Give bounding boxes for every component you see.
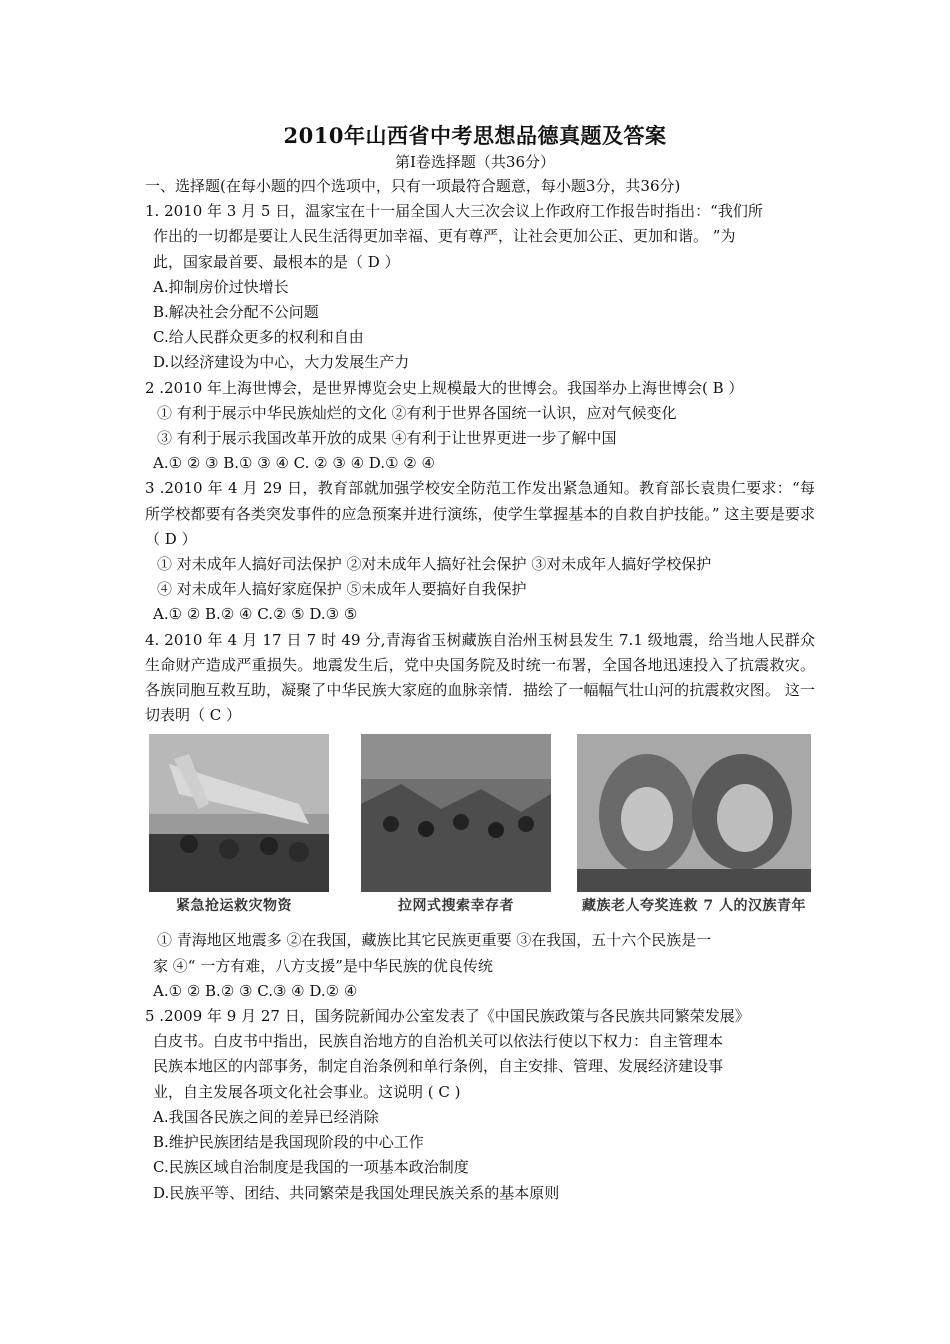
section-subtitle: 第Ⅰ卷选择题（共36分） <box>394 153 555 171</box>
question-5 <box>145 1004 815 1206</box>
q5-option-d: D.民族平等、团结、共同繁荣是我国处理民族关系的基本原则 <box>153 1183 560 1202</box>
photo-caption-1: 紧急抢运救灾物资 <box>176 898 292 915</box>
q4-options: A.① ② B.② ③ C.③ ④ D.② ④ <box>153 981 358 1000</box>
q2-options: A.① ② ③ B.① ③ ④ C. ② ③ ④ D.① ② ④ <box>153 454 435 473</box>
photo-caption-3: 藏族老人夸奖连救 7 人的汉族青年 <box>582 898 806 915</box>
exam-content <box>145 174 815 1206</box>
photo-tibetan-elder <box>577 734 811 924</box>
q1-option-c: C.给人民群众更多的权利和自由 <box>153 328 364 347</box>
page-title: 2010年山西省中考思想品德真题及答案 <box>283 123 667 148</box>
q5-option-a: A.我国各民族之间的差异已经消除 <box>153 1107 379 1126</box>
earthquake-photo-strip <box>139 734 811 924</box>
q4-items-line1: ① 青海地区地震多 ②在我国，藏族比其它民族更重要 ③在我国，五十六个民族是一 <box>157 931 712 950</box>
q4-stem: 4. 2010 年 4 月 17 日 7 时 49 分,青海省玉树藏族自治州玉树县发生 7.1 级地震，给当地人民群众生命财产造成严重损失。地震发生后，党中央国务院及时统一布署，全国各地迅速投入了抗震救灾。各族同胞互救互助，凝聚了中华民族大家庭的血脉亲情．描绘了一幅幅气壮山河的抗震救灾图。 这一切表明（ C ） <box>145 630 815 725</box>
section-heading: 一、选择题(在每小题的四个选项中，只有一项最符合题意，每小题3分，共36分) <box>145 177 681 195</box>
photo-relief-supplies <box>139 734 329 924</box>
question-2 <box>145 376 815 477</box>
q2-stem: 2 .2010 年上海世博会，是世界博览会史上规模最大的世博会。我国举办上海世博会( B ） <box>145 378 744 397</box>
q5-stem-line2: 白皮书。白皮书中指出，民族自治地方的自治机关可以依法行使以下权力：自主管理本 <box>153 1032 724 1051</box>
q1-stem-line3: 此，国家最首要、最根本的是（ D ） <box>153 252 400 271</box>
q5-option-c: C.民族区域自治制度是我国的一项基本政治制度 <box>153 1158 469 1177</box>
q5-stem-line3: 民族本地区的内部事务，制定自治条例和单行条例，自主安排、管理、发展经济建设事 <box>153 1057 724 1076</box>
q5-stem-line4: 业，自主发展各项文化社会事业。这说明 ( C ) <box>153 1082 461 1101</box>
q3-items-line1: ① 对未成年人搞好司法保护 ②对未成年人搞好社会保护 ③对未成年人搞好学校保护 <box>157 555 712 574</box>
q1-stem-text: 1. 2010 年 3 月 5 日，温家宝在十一届全国人大三次会议上作政府工作报告时指出：“我们所 <box>145 202 763 221</box>
q2-items-line1: ① 有利于展示中华民族灿烂的文化 ②有利于世界各国统一认识，应对气候变化 <box>157 403 677 422</box>
question-3 <box>145 476 815 627</box>
q1-stem-line1 <box>145 199 815 224</box>
question-1 <box>145 199 815 375</box>
q2-items-line2: ③ 有利于展示我国改革开放的成果 ④有利于让世界更进一步了解中国 <box>157 429 617 448</box>
q1-option-a: A.抑制房价过快增长 <box>153 277 289 296</box>
question-4 <box>145 628 815 1004</box>
q5-stem-line1: 5 .2009 年 9 月 27 日，国务院新闻办公室发表了《中国民族政策与各民族共同繁荣发展》 <box>145 1007 750 1026</box>
photo-caption-2: 拉网式搜索幸存者 <box>398 898 514 915</box>
q1-option-d: D.以经济建设为中心，大力发展生产力 <box>153 353 410 372</box>
photo-search-survivors <box>361 734 551 924</box>
q3-options: A.① ② B.② ④ C.② ⑤ D.③ ⑤ <box>153 605 358 624</box>
q3-items-line2: ④ 对未成年人搞好家庭保护 ⑤未成年人要搞好自我保护 <box>157 580 527 599</box>
q5-option-b: B.维护民族团结是我国现阶段的中心工作 <box>153 1133 424 1152</box>
q1-stem-line2: 作出的一切都是要让人民生活得更加幸福、更有尊严，让社会更加公正、更加和谐。 ”为 <box>153 227 736 246</box>
q1-option-b: B.解决社会分配不公问题 <box>153 303 319 322</box>
q4-items-line2: 家 ④“ 一方有难，八方支援”是中华民族的优良传统 <box>153 956 493 975</box>
q3-stem: 3 .2010 年 4 月 29 日，教育部就加强学校安全防范工作发出紧急通知。教育部长袁贵仁要求：“每所学校都要有各类突发事件的应急预案并进行演练，使学生掌握基本的自救自护技能。” 这主要是要求（ D ） <box>145 479 815 548</box>
